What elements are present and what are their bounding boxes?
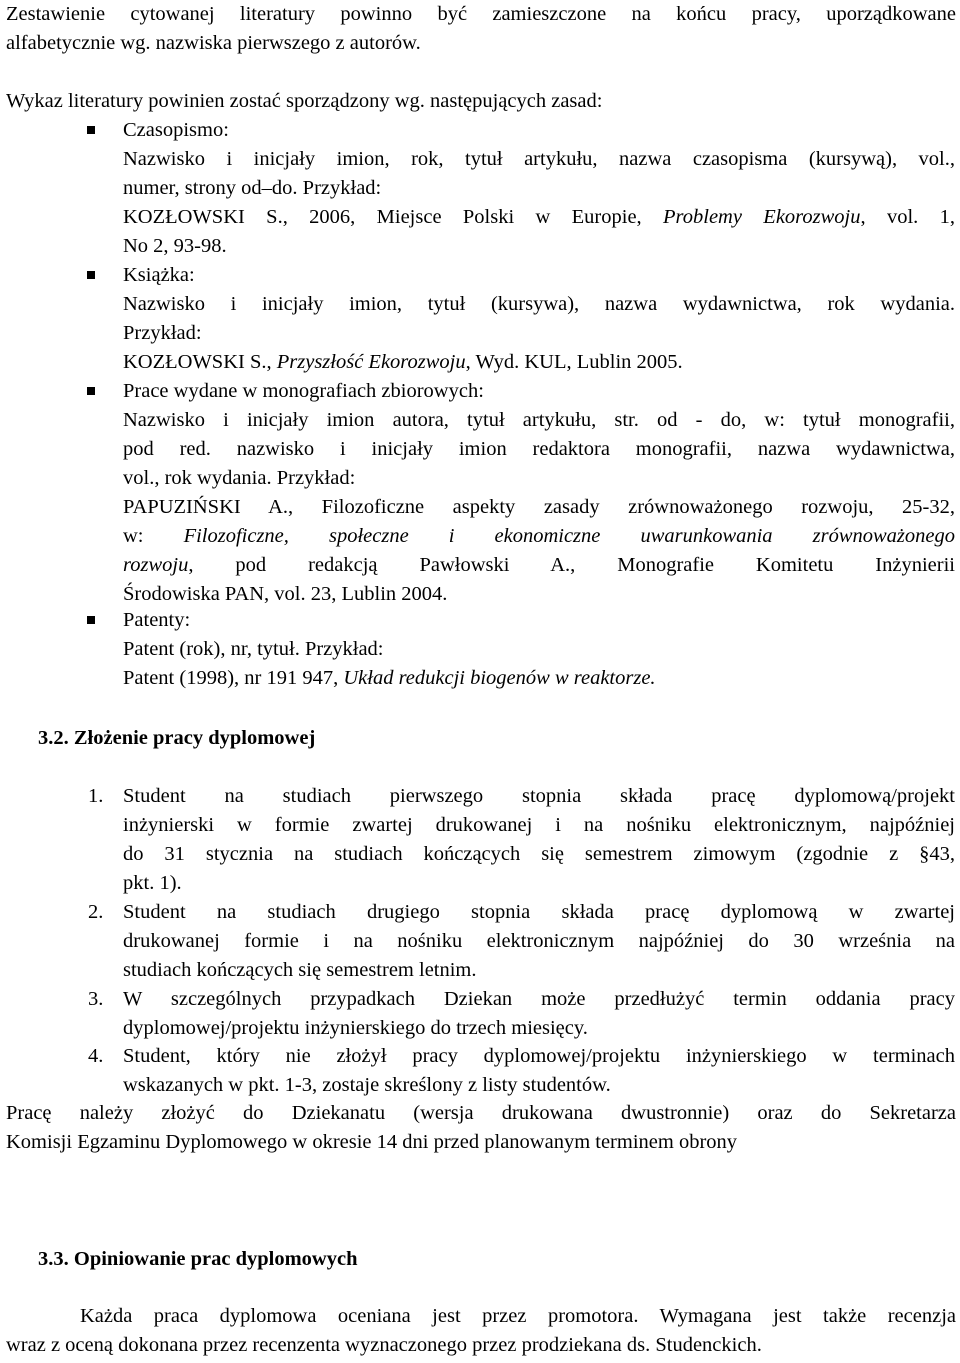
square-bullet-icon — [87, 271, 95, 279]
item-line: Student na studiach pierwszego stopnia składa pracę dyplomową/projekt — [123, 785, 955, 807]
monograph-format-line-3: vol., rok wydania. Przykład: — [123, 467, 356, 489]
monograph-example-line-3 — [123, 551, 955, 580]
bullet-title: Patenty: — [123, 609, 191, 631]
closing-line-1: Pracę należy złożyć do Dziekanatu (wersja drukowana dwustronnie) oraz do Sekretarza — [6, 1102, 956, 1124]
bibliography-rules-intro: Wykaz literatury powinien zostać sporządzony wg. następujących zasad: — [6, 90, 603, 112]
example-text: , Wyd. KUL, Lublin 2005. — [465, 351, 683, 373]
closing-line-2: Komisji Egzaminu Dyplomowego w okresie 14 dni przed planowanym terminem obrony — [6, 1131, 738, 1153]
example-italic-title: Problemy Ekorozwoju — [663, 206, 861, 228]
example-text: w: — [123, 525, 184, 547]
example-text: , pod redakcją Pawłowski A., Monografie Komitetu Inżynierii — [188, 554, 955, 576]
review-paragraph-line-1 — [80, 1302, 956, 1331]
example-italic-title: rozwoju — [123, 554, 189, 576]
example-italic-title: Układ redukcji biogenów w reaktorze. — [343, 667, 656, 689]
square-bullet-icon — [87, 387, 95, 395]
item-number: 2. — [88, 901, 104, 923]
example-text: , vol. 1, — [860, 206, 955, 228]
monograph-example-line-4: Środowiska PAN, vol. 23, Lublin 2004. — [123, 583, 448, 605]
bullet-title: Czasopismo: — [123, 119, 229, 141]
item-line: W szczególnych przypadkach Dziekan może przedłużyć termin oddania pracy — [123, 988, 955, 1010]
item-number: 4. — [88, 1045, 104, 1067]
square-bullet-icon — [87, 616, 95, 624]
square-bullet-icon — [87, 126, 95, 134]
item-line: studiach kończących się semestrem letnim. — [123, 959, 477, 981]
monograph-format-line-2: pod red. nazwisko i inicjały imion redaktora monografii, nazwa wydawnictwa, — [123, 438, 955, 460]
example-text: KOZŁOWSKI S., 2006, Miejsce Polski w Europie, — [123, 206, 664, 228]
review-paragraph-line-2: wraz z oceną dokonana przez recenzenta wyznaczonego przez prodziekana ds. Studenckich. — [6, 1334, 762, 1356]
item-line: drukowanej formie i na nośniku elektronicznym najpóźniej do 30 września na — [123, 930, 955, 952]
closing-paragraph — [6, 1099, 956, 1157]
review-text: Każda praca dyplomowa oceniana jest przez promotora. Wymagana jest także recenzja — [80, 1305, 956, 1327]
example-italic-title: Filozoficzne, społeczne i ekonomiczne uwarunkowania zrównoważonego — [183, 525, 956, 547]
item-line: pkt. 1). — [123, 872, 182, 894]
item-line: inżynierski w formie zwartej drukowanej i na nośniku elektronicznym, najpóźniej — [123, 814, 955, 836]
book-format-line-1: Nazwisko i inicjały imion, tytuł (kursywa), nazwa wydawnictwa, rok wydania. — [123, 293, 955, 315]
journal-format-line-1: Nazwisko i inicjały imion, rok, tytuł artykułu, nazwa czasopisma (kursywą), vol., — [123, 148, 955, 170]
item-line: Student na studiach drugiego stopnia składa pracę dyplomową w zwartej — [123, 901, 955, 923]
intro-line-1: Zestawienie cytowanej literatury powinno być zamieszczone na końcu pracy, uporządkowane — [6, 3, 956, 25]
journal-example-line-1 — [123, 203, 955, 232]
book-example-line — [123, 348, 955, 377]
monograph-format-line-1: Nazwisko i inicjały imion autora, tytuł artykułu, str. od - do, w: tytuł monografii, — [123, 409, 955, 431]
item-line: dyplomowej/projektu inżynierskiego do trzech miesięcy. — [123, 1017, 588, 1039]
item-line: do 31 stycznia na studiach kończących się semestrem zimowym (zgodnie z §43, — [123, 843, 955, 865]
journal-example-line-2: No 2, 93-98. — [123, 235, 227, 257]
monograph-example-line-2 — [123, 522, 955, 551]
book-format-line-2: Przykład: — [123, 322, 202, 344]
patent-format-line: Patent (rok), nr, tytuł. Przykład: — [123, 638, 384, 660]
bullet-title: Prace wydane w monografiach zbiorowych: — [123, 380, 484, 402]
section-heading-3-2: 3.2. Złożenie pracy dyplomowej — [38, 727, 316, 749]
patent-example-line — [123, 664, 955, 693]
item-number: 3. — [88, 988, 104, 1010]
journal-format-line-2: numer, strony od–do. Przykład: — [123, 177, 382, 199]
item-line: wskazanych w pkt. 1-3, zostaje skreślony z listy studentów. — [123, 1074, 611, 1096]
example-italic-title: Przyszłość Ekorozwoju — [276, 351, 466, 373]
example-text: Patent (1998), nr 191 947, — [123, 667, 344, 689]
item-line: Student, który nie złożył pracy dyplomowej/projektu inżynierskiego w terminach — [123, 1045, 955, 1067]
item-number: 1. — [88, 785, 104, 807]
monograph-example-line-1: PAPUZIŃSKI A., Filozoficzne aspekty zasady zrównoważonego rozwoju, 25-32, — [123, 496, 955, 518]
example-text: KOZŁOWSKI S., — [123, 351, 277, 373]
bullet-title: Książka: — [123, 264, 195, 286]
intro-line-2: alfabetycznie wg. nazwiska pierwszego z autorów. — [6, 32, 421, 54]
intro-paragraph — [6, 0, 956, 29]
section-heading-3-3: 3.3. Opiniowanie prac dyplomowych — [38, 1248, 358, 1270]
